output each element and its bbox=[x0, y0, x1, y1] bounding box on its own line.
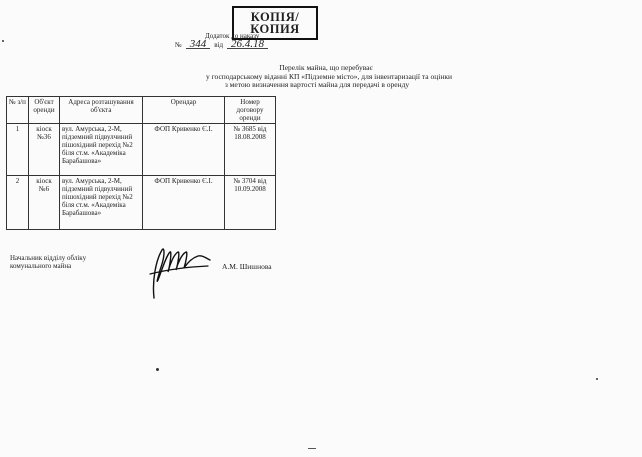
cell-object: кіоск №6 bbox=[29, 176, 60, 230]
header-contract: Номер договору оренди bbox=[225, 97, 276, 124]
header-num: № з/п bbox=[7, 97, 29, 124]
cell-contract: № 3685 від 18.08.2008 bbox=[225, 124, 276, 176]
title-line-1: Перелік майна, що перебуває bbox=[279, 63, 373, 72]
cell-address: вул. Амурська, 2-М, підземний підвулчиний пішохідний перехід №2 біля ст.м. «Академіка Барабашова» bbox=[60, 176, 143, 230]
table-row bbox=[7, 176, 276, 230]
annex-reference bbox=[175, 32, 295, 49]
stamp-line-1: КОПІЯ/ bbox=[250, 10, 300, 24]
table-row bbox=[7, 124, 276, 176]
title-line-3: з метою визначення вартості майна для передачі в оренду bbox=[224, 80, 410, 89]
annex-label: Додаток до наказу bbox=[205, 32, 260, 40]
cell-tenant: ФОП Кривенко Є.І. bbox=[143, 124, 225, 176]
annex-date: 26.4.18 bbox=[227, 40, 268, 49]
annex-number: 344 bbox=[186, 40, 211, 49]
title-line-2: у господарському віданні КП «Підземне місто», для інвентаризації та оцінки bbox=[206, 71, 452, 81]
header-tenant: Орендар bbox=[143, 97, 225, 124]
signatory-name: А.М. Шишнова bbox=[222, 262, 272, 271]
header-address: Адреса розташування об'єкта bbox=[60, 97, 143, 124]
cell-num: 2 bbox=[7, 176, 29, 230]
annex-number-prefix: № bbox=[175, 41, 182, 49]
cell-contract: № 3704 від 10.09.2008 bbox=[225, 176, 276, 230]
stamp-line-2: КОПИЯ bbox=[250, 22, 300, 36]
cell-tenant: ФОП Кривенко Є.І. bbox=[143, 176, 225, 230]
signatory-position bbox=[10, 254, 86, 270]
cell-address: вул. Амурська, 2-М, підземний підвулчиний пішохідний перехід №2 біля ст.м. «Академіка Барабашова» bbox=[60, 124, 143, 176]
scan-speck bbox=[596, 378, 598, 380]
property-table bbox=[6, 96, 276, 230]
header-object: Об'єкт оренди bbox=[29, 97, 60, 124]
cell-num: 1 bbox=[7, 124, 29, 176]
annex-date-sep: від bbox=[214, 41, 223, 49]
scan-speck bbox=[156, 368, 159, 371]
document-title bbox=[0, 64, 642, 90]
table-header-row bbox=[7, 97, 276, 124]
handwritten-signature bbox=[146, 240, 216, 302]
scan-speck bbox=[2, 40, 4, 42]
cell-object: кіоск №36 bbox=[29, 124, 60, 176]
position-line-1: Начальник відділу обліку bbox=[10, 254, 87, 262]
position-line-2: комунального майна bbox=[10, 262, 72, 270]
scan-mark bbox=[308, 448, 316, 449]
